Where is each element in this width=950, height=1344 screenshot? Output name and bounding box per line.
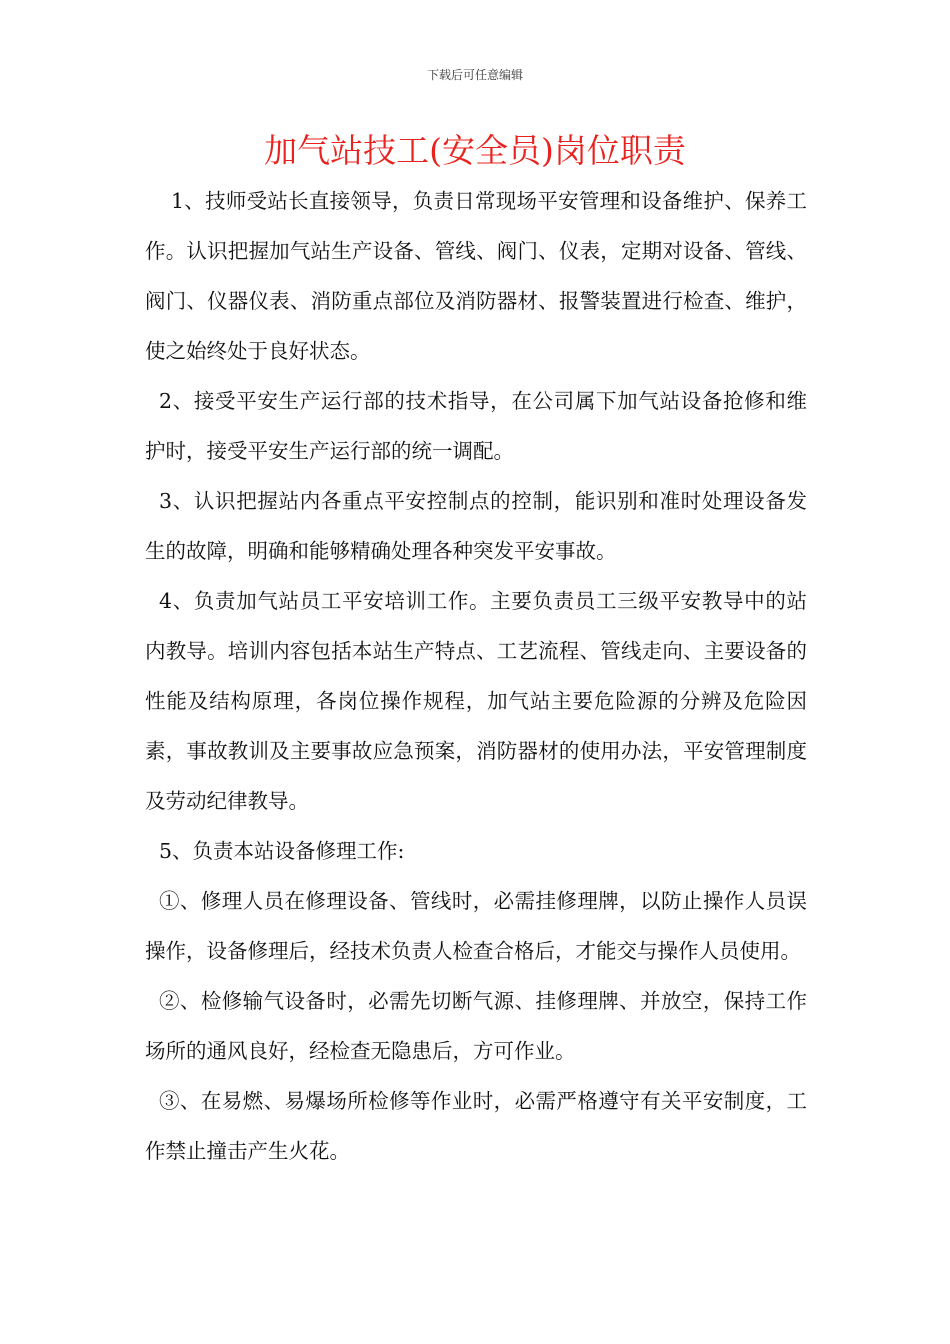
paragraph-2-rest: 和维护时，接受平安生产运行部的统一调配。 bbox=[145, 389, 808, 463]
sub-item-3-rest: 度，工作禁止撞击产生火花。 bbox=[145, 1089, 808, 1163]
sub-item-1 bbox=[145, 876, 807, 976]
document-title: 加气站技工(安全员)岗位职责 bbox=[264, 131, 686, 170]
paragraph-1-first-line: 1、技师受站长直接领导，负责日常现场平安管理和设备维护、保 bbox=[171, 189, 766, 213]
paragraph-5-first-line: 5、负责本站设备修理工作: bbox=[159, 839, 405, 863]
paragraph-2-first-line: 2、接受平安生产运行部的技术指导，在公司属下加气站设备抢修 bbox=[159, 389, 766, 413]
sub-item-2 bbox=[145, 976, 807, 1076]
paragraph-2 bbox=[145, 376, 807, 476]
paragraph-3-rest: 备发生的故障，明确和能够精确处理各种突发平安事故。 bbox=[145, 489, 808, 563]
paragraph-3 bbox=[145, 476, 807, 576]
paragraph-4 bbox=[145, 576, 807, 826]
sub-item-2-rest: 持工作场所的通风良好，经检查无隐患后，方可作业。 bbox=[145, 989, 808, 1063]
sub-item-3-first-line: ③、在易燃、易爆场所检修等作业时，必需严格遵守有关平安制 bbox=[159, 1089, 745, 1113]
sub-item-2-first-line: ②、检修输气设备时，必需先切断气源、挂修理牌、并放空，保 bbox=[159, 989, 745, 1013]
document-body bbox=[145, 176, 807, 1176]
paragraph-1 bbox=[145, 176, 807, 376]
paragraph-4-first-line: 4、负责加气站员工平安培训工作。主要负责员工三级平安教导中 bbox=[159, 589, 766, 613]
paragraph-5 bbox=[145, 826, 807, 876]
paragraph-3-first-line: 3、认识把握站内各重点平安控制点的控制，能识别和准时处理设 bbox=[159, 489, 766, 513]
sub-item-3 bbox=[145, 1076, 807, 1176]
header-note: 下载后可任意编辑 bbox=[426, 68, 523, 82]
sub-item-1-first-line: ①、修理人员在修理设备、管线时，必需挂修理牌，以防止操作 bbox=[159, 889, 745, 913]
paragraph-1-rest: 养工作。认识把握加气站生产设备、管线、阀门、仪表，定期对设备、管线、阀门、仪器仪表、消防重点部位及消防器材、报警装置进行检查、维护，使之始终处于良好状态。 bbox=[145, 189, 807, 363]
paragraph-4-rest: 的站内教导。培训内容包括本站生产特点、工艺流程、管线走向、主要设备的性能及结构原理，各岗位操作规程，加气站主要危险源的分辨及危险因素，事故教训及主要事故应急预案，消防器材的使用办法，平安管理制度及劳动纪律教导。 bbox=[145, 589, 808, 813]
sub-item-1-rest: 人员误操作，设备修理后，经技术负责人检查合格后，才能交与操作人员使用。 bbox=[145, 889, 808, 963]
